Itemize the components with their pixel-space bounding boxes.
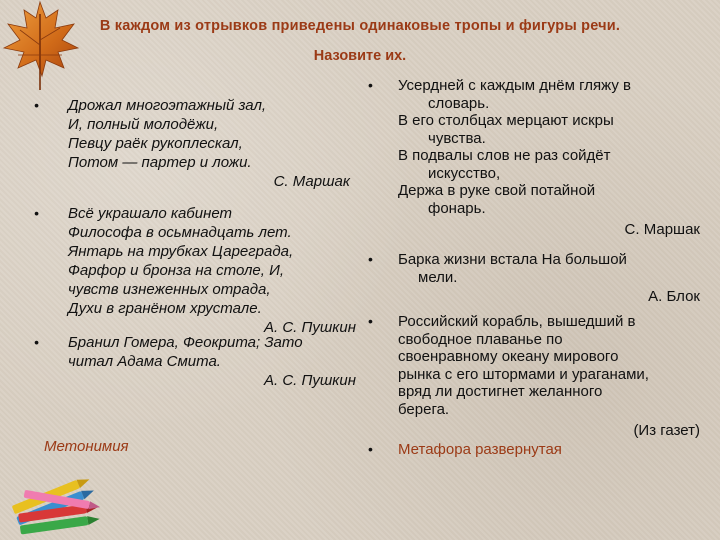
poem-line: вряд ли достигнет желанного [398, 383, 603, 400]
bullet: • [368, 441, 373, 457]
poem-line: искусство, [428, 164, 501, 182]
poem-line: Фарфор и бронза на столе, И, [68, 262, 284, 279]
author: С. Маршак [273, 173, 350, 190]
left-excerpt-1 [34, 96, 358, 191]
right-excerpt-3 [368, 313, 700, 440]
poem-line: Всё украшало кабинет [68, 205, 233, 222]
author: А. С. Пушкин [263, 372, 356, 389]
left-excerpt-3 [34, 333, 358, 390]
slide-title: В каждом из отрывков приведены одинаковые тропы и фигуры речи. [99, 18, 621, 34]
poem-line: словарь. [428, 94, 490, 112]
poem-line: Янтарь на трубках Цареграда, [68, 243, 294, 260]
poem-line: рынка с его штормами и ураганами, [398, 365, 649, 383]
poem-line: берега. [398, 400, 450, 418]
poem-line: мели. [418, 268, 458, 286]
poem-line: В подвалы слов не раз сойдёт [398, 147, 611, 164]
bullet: • [34, 97, 39, 113]
poem-line: Барка жизни встала На большой [398, 251, 627, 268]
left-answer: Метонимия [44, 438, 129, 455]
slide-subtitle: Назовите их. [313, 48, 407, 64]
right-answer [368, 441, 562, 458]
author: С. Маршак [624, 221, 700, 238]
author: А. Блок [648, 288, 700, 305]
poem-line: В его столбцах мерцают искры [398, 112, 614, 129]
poem-line: Духи в гранёном хрустале. [68, 300, 262, 317]
poem-line: И, полный молодёжи, [68, 116, 219, 133]
author: (Из газет) [633, 422, 700, 439]
poem-line: фонарь. [428, 199, 486, 217]
poem-line: свободное плаванье по [398, 330, 563, 348]
bullet: • [34, 334, 39, 350]
poem-line: Бранил Гомера, Феокрита; Зато [68, 334, 303, 351]
right-excerpt-2 [368, 251, 700, 306]
bullet: • [368, 313, 373, 329]
poem-line: Философа в осьмнадцать лет. [68, 224, 292, 241]
poem-line: своенравному океану мирового [398, 348, 619, 365]
poem-line: Держа в руке свой потайной [398, 182, 596, 199]
poem-line: Российский корабль, вышедший в [398, 313, 636, 330]
author: А. С. Пушкин [263, 319, 356, 336]
right-excerpt-1 [368, 77, 700, 239]
poem-line: Дрожал многоэтажный зал, [68, 97, 267, 114]
poem-line: читал Адама Смита. [68, 353, 221, 370]
poem-line: Потом — партер и ложи. [68, 154, 252, 171]
poem-line: чувства. [428, 129, 486, 147]
crayons-icon [4, 470, 114, 536]
poem-line: Певцу раёк рукоплескал, [68, 135, 243, 152]
poem-line: Усердней с каждым днём гляжу в [398, 77, 631, 94]
answer-text: Метафора развернутая [398, 441, 562, 458]
bullet: • [34, 205, 39, 221]
poem-line: чувств изнеженных отрада, [68, 281, 271, 298]
bullet: • [368, 77, 373, 93]
bullet: • [368, 251, 373, 267]
left-excerpt-2 [34, 204, 358, 337]
